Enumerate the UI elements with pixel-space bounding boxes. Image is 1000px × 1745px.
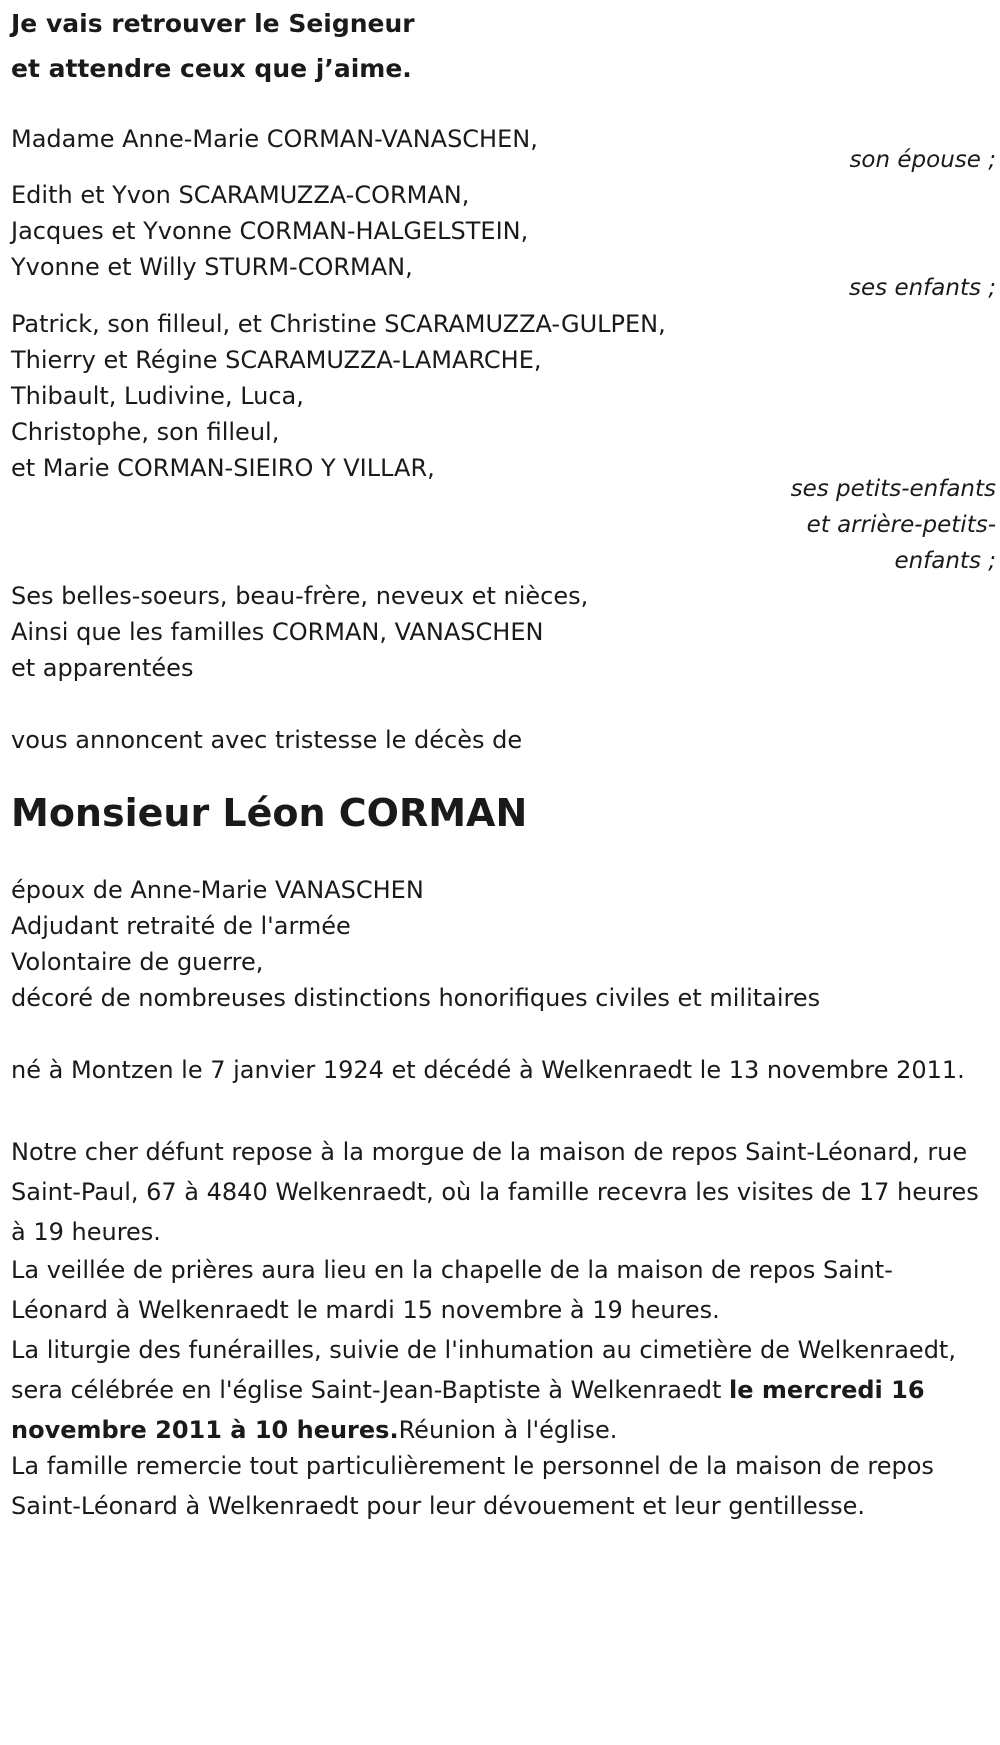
funeral-intro: La liturgie des funérailles, suivie de l'inhumation au cimetière de Welkenraedt, sera célébrée en l'église Saint-Jean-Baptiste à Welkenraedt: [11, 1336, 956, 1404]
others-line-1: Ses belles-soeurs, beau-frère, neveux et nièces,: [11, 582, 589, 610]
grandchild-2: Thierry et Régine SCARAMUZZA-LAMARCHE,: [11, 346, 542, 374]
spouse-name: Madame Anne-Marie CORMAN-VANASCHEN,: [11, 125, 538, 153]
grandchild-3: Thibault, Ludivine, Luca,: [11, 382, 304, 410]
birth-death-paragraph: né à Montzen le 7 janvier 1924 et décédé à Welkenraedt le 13 novembre 2011.: [11, 1056, 965, 1084]
grandchild-5: et Marie CORMAN-SIEIRO Y VILLAR,: [11, 454, 435, 482]
others-line-3: et apparentées: [11, 654, 194, 682]
detail-spouse: époux de Anne-Marie VANASCHEN: [11, 876, 424, 904]
announcement: vous annoncent avec tristesse le décès de: [11, 726, 523, 754]
grandchildren-role-2: et arrière-petits-: [806, 512, 996, 538]
child-1: Edith et Yvon SCARAMUZZA-CORMAN,: [11, 181, 470, 209]
quote-line-2: et attendre ceux que j’aime.: [11, 54, 412, 83]
funeral-paragraph: [11, 1330, 986, 1450]
funeral-meeting: Réunion à l'église.: [398, 1416, 618, 1444]
spouse-role: son épouse ;: [849, 147, 996, 173]
detail-rank: Adjudant retraité de l'armée: [11, 912, 351, 940]
quote-line-1: Je vais retrouver le Seigneur: [11, 9, 415, 38]
deceased-name: Monsieur Léon CORMAN: [11, 791, 528, 835]
vigil-paragraph: La veillée de prières aura lieu en la chapelle de la maison de repos Saint-Léonard à Welkenraedt le mardi 15 novembre à 19 heures.: [11, 1256, 893, 1324]
thanks-paragraph: La famille remercie tout particulièrement le personnel de la maison de repos Saint-Léonard à Welkenraedt pour leur dévouement et leur gentillesse.: [11, 1452, 934, 1520]
others-line-2: Ainsi que les familles CORMAN, VANASCHEN: [11, 618, 544, 646]
child-2: Jacques et Yvonne CORMAN-HALGELSTEIN,: [11, 217, 529, 245]
grandchildren-role-1: ses petits-enfants: [790, 476, 996, 502]
grandchildren-role-3: enfants ;: [894, 548, 996, 574]
child-3: Yvonne et Willy STURM-CORMAN,: [11, 253, 413, 281]
grandchild-1: Patrick, son filleul, et Christine SCARAMUZZA-GULPEN,: [11, 310, 666, 338]
funeral-date: le mercredi 16 novembre 2011 à 10 heures.: [11, 1376, 925, 1444]
rest-paragraph: Notre cher défunt repose à la morgue de la maison de repos Saint-Léonard, rue Saint-Paul, 67 à 4840 Welkenraedt, où la famille recevra les visites de 17 heures à 19 heures.: [11, 1138, 979, 1246]
grandchild-4: Christophe, son filleul,: [11, 418, 280, 446]
detail-decorations: décoré de nombreuses distinctions honorifiques civiles et militaires: [11, 984, 821, 1012]
children-role: ses enfants ;: [849, 275, 996, 301]
detail-volunteer: Volontaire de guerre,: [11, 948, 264, 976]
